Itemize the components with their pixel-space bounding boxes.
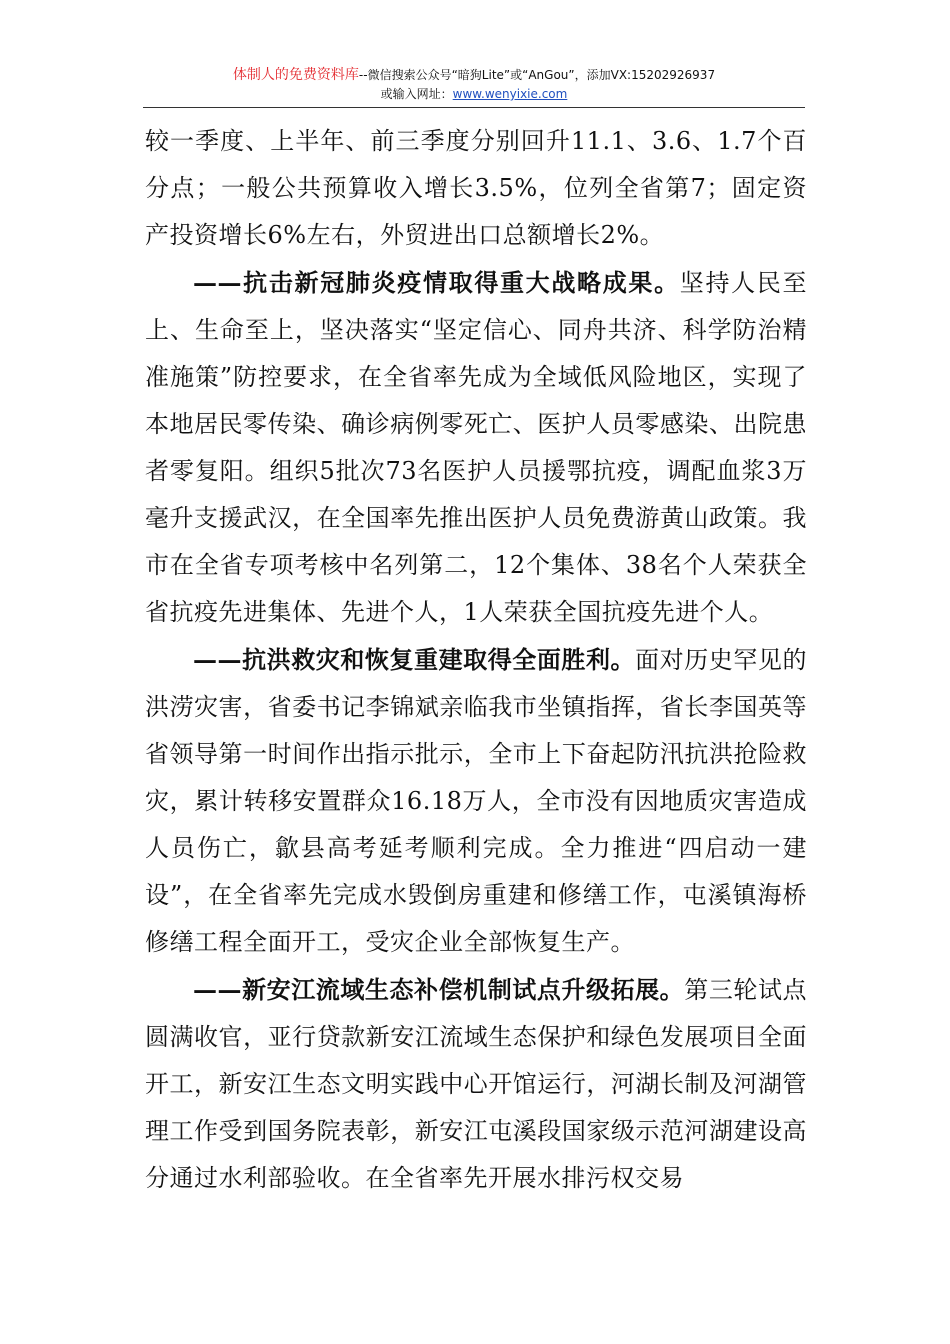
paragraph-text: 坚持人民至上、生命至上，坚决落实“坚定信心、同舟共济、科学防治精准施策”防控要求，在全省率先成为全域低风险地区，实现了本地居民零传染、确诊病例零死亡、医护人员零感染、出院患者零复阳。组织5批次73名医护人员援鄂抗疫，调配血浆3万毫升支援武汉，在全国率先推出医护人员免费游黄山政策。我市在全省专项考核中名列第二，12个集体、38名个人荣获全省抗疫先进集体、先进个人，1人荣获全国抗疫先进个人。: [145, 269, 808, 626]
paragraph-heading: ——新安江流域生态补偿机制试点升级拓展。: [193, 975, 685, 1004]
paragraph-heading: ——抗击新冠肺炎疫情取得重大战略成果。: [193, 268, 680, 297]
header-note: --微信搜索公众号“暗狗Lite”或“AnGou”，添加VX:15202926937: [358, 68, 716, 82]
header-url-link[interactable]: www.wenyixie.com: [452, 87, 568, 101]
header-url-label: 或输入网址：: [380, 87, 453, 101]
page-header: [143, 66, 805, 104]
header-brand: 体制人的免费资料库: [232, 67, 359, 83]
paragraph-heading: ——抗洪救灾和恢复重建取得全面胜利。: [193, 645, 636, 674]
paragraph-economy: [145, 118, 807, 259]
paragraph-xinanjiang: [145, 966, 807, 1202]
paragraph-text: 第三轮试点圆满收官，亚行贷款新安江流域生态保护和绿色发展项目全面开工，新安江生态文明实践中心开馆运行，河湖长制及河湖管理工作受到国务院表彰，新安江屯溪段国家级示范河湖建设高分通过水利部验收。在全省率先开展水排污权交易: [145, 976, 808, 1192]
header-divider: [143, 107, 805, 108]
paragraph-flood: [145, 636, 807, 966]
document-body: [145, 118, 807, 1202]
header-line-2: [143, 85, 805, 104]
paragraph-text: 较一季度、上半年、前三季度分别回升11.1、3.6、1.7个百分点；一般公共预算收入增长3.5%，位列全省第7；固定资产投资增长6%左右，外贸进出口总额增长2%。: [145, 127, 807, 249]
header-line-1: [143, 66, 805, 85]
paragraph-text: 面对历史罕见的洪涝灾害，省委书记李锦斌亲临我市坐镇指挥，省长李国英等省领导第一时间作出指示批示，全市上下奋起防汛抗洪抢险救灾，累计转移安置群众16.18万人，全市没有因地质灾害造成人员伤亡，歙县高考延考顺利完成。全力推进“四启动一建设”，在全省率先完成水毁倒房重建和修缮工作，屯溪镇海桥修缮工程全面开工，受灾企业全部恢复生产。: [145, 646, 808, 956]
paragraph-epidemic: [145, 259, 807, 636]
